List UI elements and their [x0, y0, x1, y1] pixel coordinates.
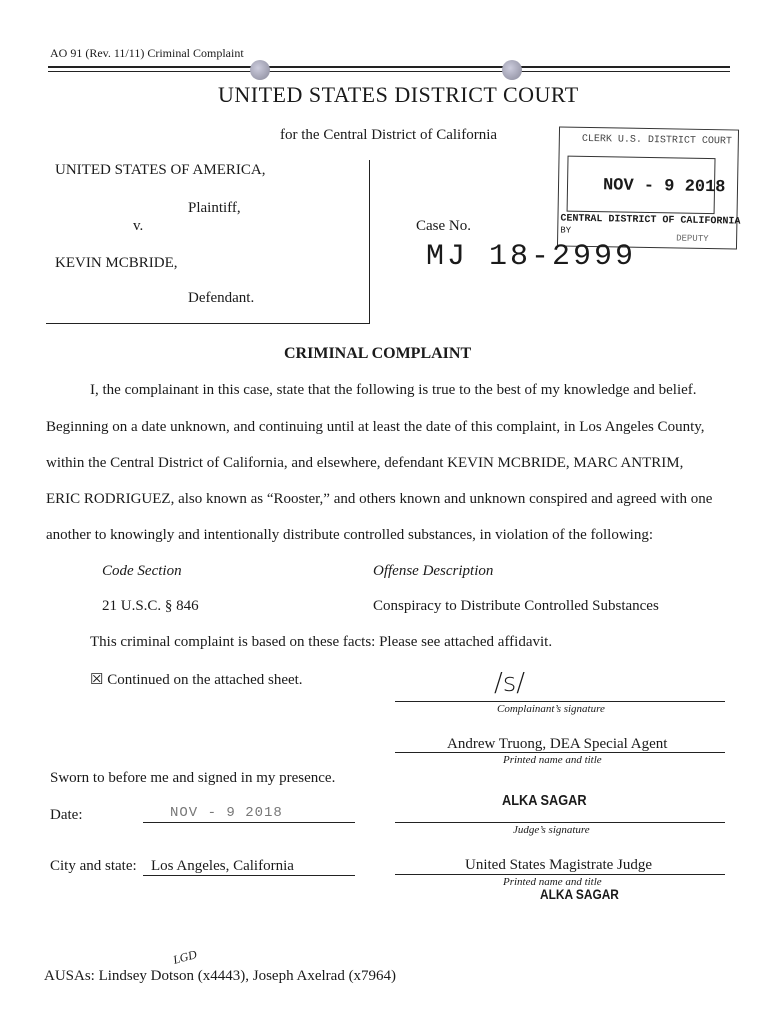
court-title: UNITED STATES DISTRICT COURT [218, 82, 579, 107]
header-rule-top [48, 66, 730, 68]
body-line: Beginning on a date unknown, and continuing until at least the date of this complaint, in Los Angeles County, [46, 419, 705, 435]
body-line: I, the complainant in this case, state that the following is true to the best of my knowledge and belief. [90, 382, 697, 398]
caption-divider-vertical [369, 160, 370, 324]
code-section-value: 21 U.S.C. § 846 [102, 598, 199, 614]
judge-title: United States Magistrate Judge [465, 857, 653, 873]
court-district: for the Central District of California [280, 127, 498, 143]
facts-line: This criminal complaint is based on these facts: Please see attached affidavit. [90, 634, 553, 650]
city-value: Los Angeles, California [151, 858, 294, 874]
case-no-label: Case No. [416, 218, 471, 234]
plaintiff-role: Plaintiff, [188, 200, 241, 216]
signature-line [395, 822, 725, 823]
lgd-handwritten-mark: LGD [171, 947, 199, 967]
caption-divider-horizontal [46, 323, 370, 324]
signature-line [395, 752, 725, 753]
body-line: within the Central District of California, and elsewhere, defendant KEVIN MCBRIDE, MARC ANTRIM, [46, 455, 684, 471]
form-id: AO 91 (Rev. 11/11) Criminal Complaint [50, 46, 244, 60]
clerk-stamp [557, 126, 739, 249]
signature-line [143, 822, 355, 823]
body-line: another to knowingly and intentionally distribute controlled substances, in violation of the following: [46, 527, 653, 543]
clerk-stamp-deputy: DEPUTY [676, 233, 709, 245]
versus: v. [133, 218, 144, 234]
binder-hole-mark [502, 60, 522, 80]
judge-signature-stamp: ALKA SAGAR [502, 792, 587, 809]
binder-hole-mark [250, 60, 270, 80]
header-rule-bottom [48, 71, 730, 72]
complainant-signature-caption: Complainant’s signature [497, 703, 605, 715]
clerk-stamp-line1: CLERK U.S. DISTRICT COURT [581, 133, 732, 148]
plaintiff-name: UNITED STATES OF AMERICA, [55, 162, 266, 178]
clerk-stamp-line2: CENTRAL DISTRICT OF CALIFORNIA [560, 213, 741, 228]
printed-name-caption: Printed name and title [503, 754, 602, 766]
offense-description-value: Conspiracy to Distribute Controlled Substances [373, 598, 659, 614]
defendant-role: Defendant. [188, 290, 255, 306]
code-section-header: Code Section [102, 563, 182, 579]
signature-line [143, 875, 355, 876]
signature-line [395, 701, 725, 702]
complainant-signature: /s/ [494, 668, 526, 698]
city-label: City and state: [50, 858, 137, 874]
signature-line [395, 874, 725, 875]
document-heading: CRIMINAL COMPLAINT [284, 345, 472, 362]
sworn-text: Sworn to before me and signed in my presence. [50, 770, 336, 786]
judge-signature-caption: Judge’s signature [513, 824, 590, 836]
date-stamp: NOV - 9 2018 [170, 805, 283, 821]
clerk-stamp-by: BY [560, 225, 572, 236]
ausas-line: AUSAs: Lindsey Dotson (x4443), Joseph Axelrad (x7964) [44, 968, 397, 984]
judge-printed-stamp: ALKA SAGAR [540, 886, 619, 902]
judge-printed-caption: Printed name and title [503, 876, 602, 888]
complainant-name: Andrew Truong, DEA Special Agent [447, 736, 668, 752]
offense-description-header: Offense Description [373, 563, 494, 579]
continued-checkbox: ☒ Continued on the attached sheet. [90, 672, 303, 688]
case-no-stamp: MJ 18-2999 [426, 240, 637, 274]
clerk-stamp-date: NOV - 9 2018 [602, 176, 726, 198]
date-label: Date: [50, 807, 83, 823]
defendant-name: KEVIN MCBRIDE, [55, 255, 178, 271]
body-line: ERIC RODRIGUEZ, also known as “Rooster,” and others known and unknown conspired and agreed with one [46, 491, 713, 507]
